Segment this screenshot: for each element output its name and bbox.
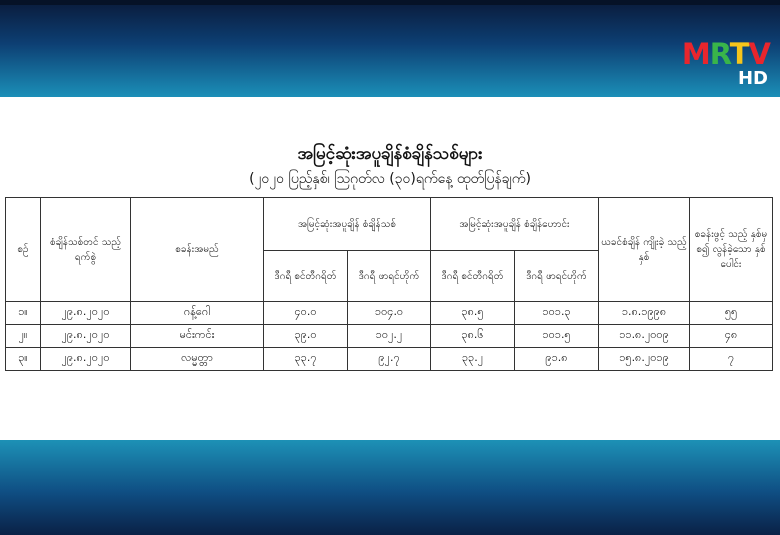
records-table (5, 197, 773, 371)
header-old-record-date: ယခင်စံချိန် ကျိုးခဲ့ သည့်နှစ် (599, 198, 690, 302)
cell-station: မင်းကင်း (131, 325, 264, 348)
cell-new-fahrenheit: ၁၀၄.၀ (348, 302, 431, 325)
cell-old-fahrenheit: ၁၀၁.၃ (515, 302, 599, 325)
cell-old-date: ၁၁.၈.၂၀၀၉ (599, 325, 690, 348)
bottom-blue-band (0, 440, 780, 535)
top-blue-band (0, 0, 780, 97)
cell-old-celsius: ၃၃.၂ (431, 348, 515, 371)
table-row (6, 325, 773, 348)
table-row (6, 348, 773, 371)
header-old-fahrenheit: ဒီဂရီ ဖာရင်ဟိုက် (515, 251, 599, 302)
cell-no: ၃။ (6, 348, 41, 371)
cell-new-celsius: ၃၃.၇ (264, 348, 348, 371)
header-new-fahrenheit: ဒီဂရီ ဖာရင်ဟိုက် (348, 251, 431, 302)
cell-new-fahrenheit: ၁၀၂.၂ (348, 325, 431, 348)
mrtv-hd-logo (681, 37, 770, 89)
cell-date: ၂၉.၈.၂၀၂၀ (41, 348, 131, 371)
cell-date: ၂၉.၈.၂၀၂၀ (41, 302, 131, 325)
cell-old-date: ၁၅.၈.၂၀၁၉ (599, 348, 690, 371)
cell-years: ၄၈ (690, 325, 773, 348)
hd-label: HD (737, 68, 768, 89)
table-row (6, 302, 773, 325)
header-station: စခန်းအမည် (131, 198, 264, 302)
cell-new-fahrenheit: ၉၂.၇ (348, 348, 431, 371)
mrtv-wordmark: MRTV (681, 37, 770, 71)
cell-old-fahrenheit: ၁၀၁.၅ (515, 325, 599, 348)
cell-station: ဂန့်ဂေါ (131, 302, 264, 325)
header-new-record: အမြင့်ဆုံးအပူချိန် စံချိန်သစ် (264, 198, 431, 251)
header-date: စံချိန်သစ်တင် သည့်ရက်စွဲ (41, 198, 131, 302)
header-new-celsius: ဒီဂရီ စင်တီဂရိတ် (264, 251, 348, 302)
document-subtitle: (၂၀၂၀ ပြည့်နှစ်၊ ဩဂုတ်လ (၃၀)ရက်နေ့ ထုတ်ပြန်ချက်) (249, 171, 531, 187)
cell-station: လမ္မတ္တာ (131, 348, 264, 371)
cell-old-fahrenheit: ၉၁.၈ (515, 348, 599, 371)
document-title: အမြင့်ဆုံးအပူချိန်စံချိန်သစ်များ (297, 144, 483, 164)
header-old-record: အမြင့်ဆုံးအပူချိန် စံချိန်ဟောင်း (431, 198, 599, 251)
cell-no: ၂။ (6, 325, 41, 348)
cell-years: ၅၅ (690, 302, 773, 325)
document-page (0, 97, 780, 440)
cell-old-celsius: ၃၈.၅ (431, 302, 515, 325)
cell-new-celsius: ၄၀.၀ (264, 302, 348, 325)
cell-new-celsius: ၃၉.၀ (264, 325, 348, 348)
header-no: စဉ် (6, 198, 41, 302)
cell-old-celsius: ၃၈.၆ (431, 325, 515, 348)
cell-date: ၂၉.၈.၂၀၂၀ (41, 325, 131, 348)
cell-years: ၇ (690, 348, 773, 371)
header-old-celsius: ဒီဂရီ စင်တီဂရိတ် (431, 251, 515, 302)
header-years: စခန်းဖွင့် သည့် နှစ်မှစ၍ လွန်ခဲ့သော နှစ်ပေါင်း (690, 198, 773, 302)
cell-old-date: ၁.၈.၁၉၉၈ (599, 302, 690, 325)
cell-no: ၁။ (6, 302, 41, 325)
